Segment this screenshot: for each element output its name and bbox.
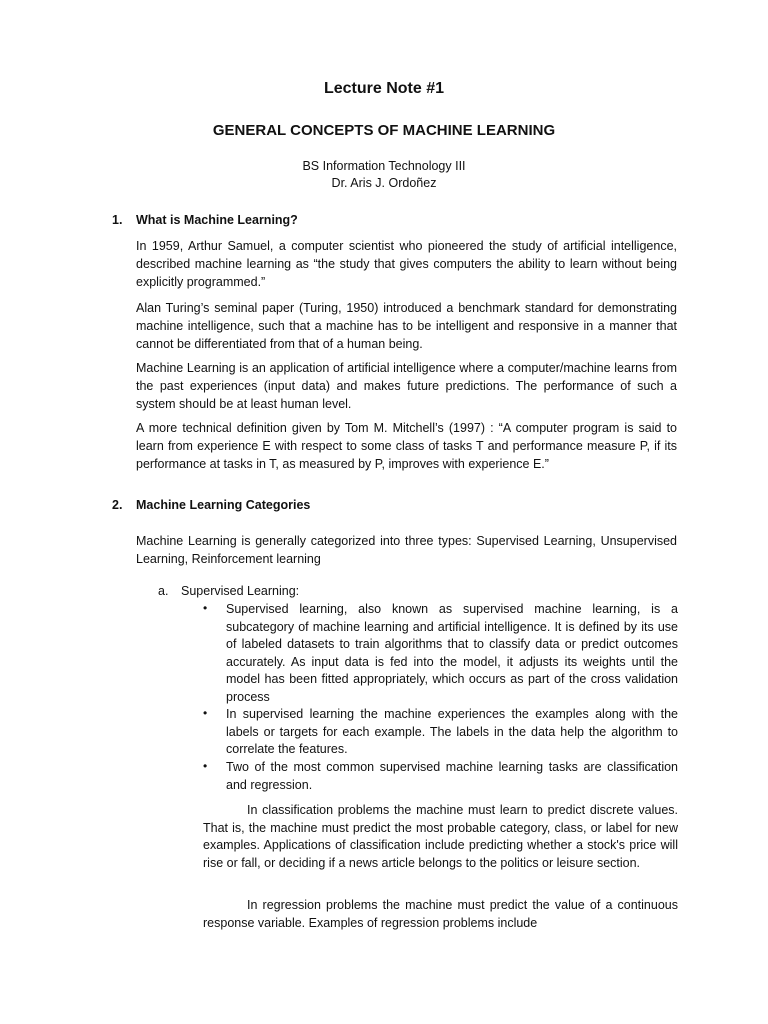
- paragraph: In 1959, Arthur Samuel, a computer scientist who pioneered the study of artificial intelligence, described machine learning as “the study that gives computers the ability to learn without being explicitly programmed.”: [136, 239, 677, 289]
- bullet-icon: •: [203, 601, 208, 615]
- subsection-title: Supervised Learning:: [181, 584, 300, 598]
- paragraph: Machine Learning is an application of artificial intelligence where a computer/machine learns from the past experiences (input data) and makes future predictions. The performance of such a system should be at least human level.: [136, 361, 677, 411]
- page-title: Lecture Note #1: [323, 80, 445, 97]
- list-item: Supervised learning, also known as supervised machine learning, is a subcategory of machine learning and artificial intelligence. It is defined by its use of labeled datasets to train algorithms that to classify data or predict outcomes accurately. As input data is fed into the model, it adjusts its weights until the model has been fitted appropriately, which occurs as part of the cross validation process: [226, 602, 678, 704]
- paragraph: In regression problems the machine must predict the value of a continuous response variable. Examples of regression problems include: [203, 898, 678, 930]
- section-title: Machine Learning Categories: [136, 498, 311, 512]
- list-item: Two of the most common supervised machine learning tasks are classification and regression.: [226, 760, 678, 792]
- course-name: BS Information Technology III: [302, 159, 466, 173]
- paragraph: Alan Turing’s seminal paper (Turing, 1950) introduced a benchmark standard for demonstrating machine intelligence, such that a machine has to be intelligent and responsive in a manner that cannot be differentiated from that of a human being.: [136, 301, 677, 351]
- bullet-icon: •: [203, 759, 208, 773]
- section-number: 2.: [112, 498, 123, 512]
- author-name: Dr. Aris J. Ordoñez: [331, 176, 437, 190]
- subsection-letter: a.: [158, 584, 169, 598]
- paragraph: In classification problems the machine must learn to predict discrete values. That is, the machine must predict the most probable category, class, or label for new examples. Applications of classification include predicting whether a stock's price will rise or fall, or deciding if a news article belongs to the politics or leisure section.: [203, 803, 678, 870]
- section-title: What is Machine Learning?: [136, 213, 298, 227]
- section-number: 1.: [112, 213, 123, 227]
- paragraph: Machine Learning is generally categorized into three types: Supervised Learning, Unsupervised Learning, Reinforcement learning: [136, 534, 677, 566]
- bullet-icon: •: [203, 706, 208, 720]
- list-item: In supervised learning the machine experiences the examples along with the labels or targets for each example. The labels in the data help the algorithm to correlate the features.: [226, 707, 678, 756]
- paragraph: A more technical definition given by Tom M. Mitchell’s (1997) : “A computer program is said to learn from experience E with respect to some class of tasks T and performance measure P, if its performance at tasks in T, as measured by P, improves with experience E.”: [136, 421, 677, 471]
- page-subtitle: GENERAL CONCEPTS OF MACHINE LEARNING: [212, 122, 556, 139]
